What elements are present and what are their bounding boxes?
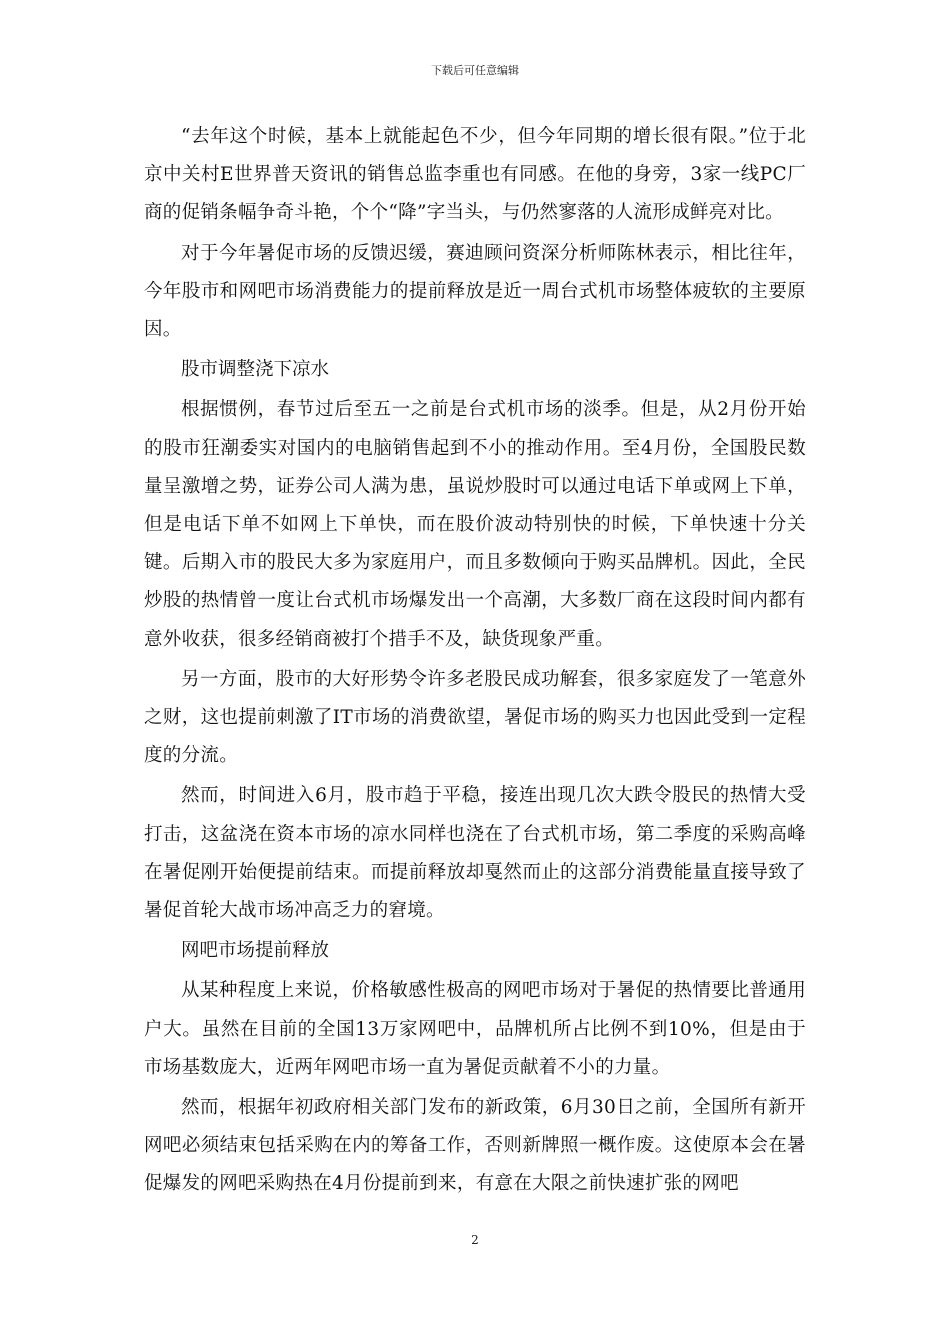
body-paragraph: “去年这个时候，基本上就能起色不少，但今年同期的增长很有限。”位于北京中关村E世界普天资讯的销售总监李重也有同感。在他的身旁，3家一线PC厂商的促销条幅争奇斗艳，个个“降”字当头，与仍然寥落的人流形成鲜亮对比。: [144, 126, 806, 224]
page-header: 下载后可任意编辑: [431, 64, 519, 77]
body-paragraph: 根据惯例，春节过后至五一之前是台式机市场的淡季。但是，从2月份开始的股市狂潮委实对国内的电脑销售起到不小的推动作用。至4月份，全国股民数量呈激增之势，证券公司人满为患，虽说炒股时可以通过电话下单或网上下单，但是电话下单不如网上下单快，而在股价波动特别快的时候，下单快速十分关键。后期入市的股民大多为家庭用户，而且多数倾向于购买品牌机。因此，全民炒股的热情曾一度让台式机市场爆发出一个高潮，大多数厂商在这段时间内都有意外收获，很多经销商被打个措手不及，缺货现象严重。: [144, 399, 806, 650]
body-paragraph: 然而，根据年初政府相关部门发布的新政策，6月30日之前，全国所有新开网吧必须结束包括采购在内的筹备工作，否则新牌照一概作废。这使原本会在暑促爆发的网吧采购热在4月份提前到来，有意在大限之前快速扩张的网吧: [144, 1097, 806, 1195]
document-body: [144, 118, 806, 1206]
body-paragraph: 另一方面，股市的大好形势令许多老股民成功解套，很多家庭发了一笔意外之财，这也提前刺激了IT市场的消费欲望，暑促市场的购买力也因此受到一定程度的分流。: [144, 668, 806, 767]
section-heading: 网吧市场提前释放: [181, 940, 330, 962]
body-paragraph: 对于今年暑促市场的反馈迟缓，赛迪顾问资深分析师陈林表示，相比往年，今年股市和网吧市场消费能力的提前释放是近一周台式机市场整体疲软的主要原因。: [144, 242, 806, 341]
section-heading: 股市调整浇下凉水: [181, 359, 330, 381]
body-paragraph: 然而，时间进入6月，股市趋于平稳，接连出现几次大跌令股民的热情大受打击，这盆浇在资本市场的凉水同样也浇在了台式机市场，第二季度的采购高峰在暑促刚开始便提前结束。而提前释放却戛然而止的这部分消费能量直接导致了暑促首轮大战市场冲高乏力的窘境。: [144, 785, 806, 922]
page-number: 2: [471, 1233, 479, 1247]
body-paragraph: 从某种程度上来说，价格敏感性极高的网吧市场对于暑促的热情要比普通用户大。虽然在目前的全国13万家网吧中，品牌机所占比例不到10%，但是由于市场基数庞大，近两年网吧市场一直为暑促贡献着不小的力量。: [144, 980, 806, 1078]
